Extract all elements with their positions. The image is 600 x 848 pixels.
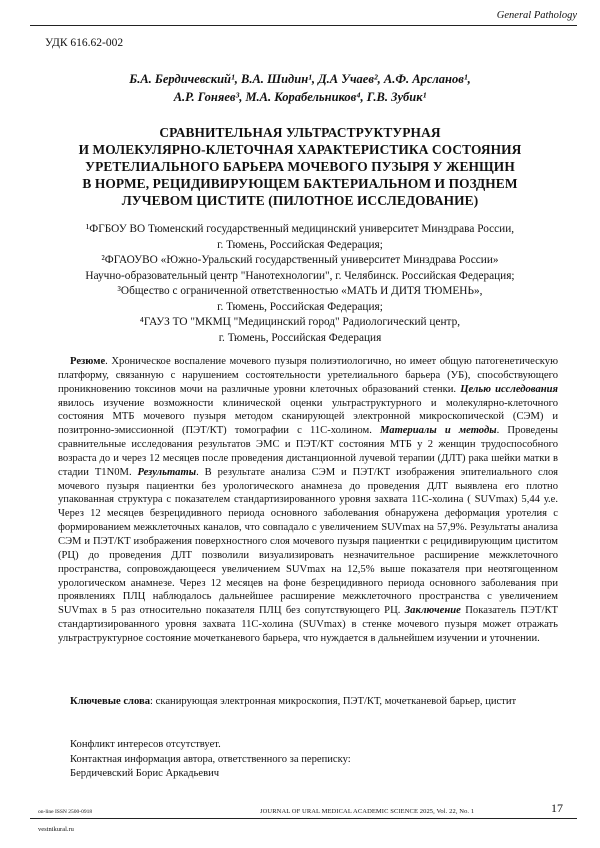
keywords: [58, 695, 558, 709]
udc-code: УДК 616.62-002: [45, 37, 123, 49]
affiliation-line: г. Тюмень, Российская Федерация: [40, 331, 560, 347]
title-line: СРАВНИТЕЛЬНАЯ УЛЬТРАСТРУКТУРНАЯ: [45, 124, 555, 141]
issn: on-line ISSN 2500-0918: [38, 809, 92, 815]
conflict-block: [58, 738, 351, 782]
title-line: УРЕТЕЛИАЛЬНОГО БАРЬЕРА МОЧЕВОГО ПУЗЫРЯ У ЖЕНЩИН: [45, 158, 555, 175]
affiliation-line: ¹ФГБОУ ВО Тюменский государственный медицинский университет Минздрава России,: [40, 222, 560, 238]
journal-name: JOURNAL OF URAL MEDICAL ACADEMIC SCIENCE 2025, Vol. 22, No. 1: [260, 808, 474, 815]
methods-label: Материалы и методы: [380, 425, 497, 436]
page-number: 17: [551, 801, 563, 816]
authors-line-2: А.Р. Гоняев³, М.А. Корабельников⁴, Г.В. Зубик¹: [45, 88, 555, 106]
article-title: [45, 124, 555, 209]
aim-label: Целью исследования: [460, 384, 558, 395]
section-tag: General Pathology: [497, 10, 577, 21]
affiliation-line: ⁴ГАУЗ ТО "МКМЦ "Медицинский город" Радиологический центр,: [40, 315, 560, 331]
affiliation-line: г. Тюмень, Российская Федерация;: [40, 300, 560, 316]
abstract: [58, 355, 558, 646]
conclusion-text: Показатель ПЭТ/КТ стандартизированного уровня захвата 11С-холина (SUVmax) в стенке мочевого пузыря может отражать ультраструктурное состояние мочетканевого барьера, что нуждается в дальнейшем изучении и уточнении.: [58, 605, 558, 644]
keywords-label: Ключевые слова: [70, 696, 150, 707]
conclusion-label: Заключение: [405, 605, 461, 616]
keywords-text: : сканирующая электронная микроскопия, ПЭТ/КТ, мочетканевой барьер, цистит: [150, 696, 516, 707]
header-rule: [30, 25, 577, 26]
author-list: [45, 70, 555, 106]
affiliation-line: ³Общество с ограниченной ответственностью «МАТЬ И ДИТЯ ТЮМЕНЬ»,: [40, 284, 560, 300]
title-line: И МОЛЕКУЛЯРНО-КЛЕТОЧНАЯ ХАРАКТЕРИСТИКА СОСТОЯНИЯ: [45, 141, 555, 158]
results-text: . В результате анализа СЭМ и ПЭТ/КТ изображения эпителиального слоя мочевого пузыря пациентки без урологического анамнеза до проведения ДЛТ выявлена его плотно упакованная структура с показателем стандартизированного уровня захвата 11С-холина ( SUVmax) 5,44 у.е. Через 12 месяцев безрецидивного периода основного заболевания обнаружена деформация уротелия с формированием межклеточных каналов, что совпадало с увеличением SUVmax на 57,9%. Результаты анализа СЭМ и ПЭТ/КТ изображения поверхностного слоя мочевого пузыря пациентки с рецидивирующим циститом (РЦ) до проведения ДЛТ позволили визуализировать незначительное расширение межклеточного пространства, сопровождающееся увеличением SUVmax на 12,5% выше показателя при неотягощенном урологическом анамнезе. Через 12 месяцев на фоне безрецидивного периода основного заболевания при проявлениях ПЛЦ наблюдалось дальнейшее расширение межклеточного пространства с увеличением SUVmax в 5 раз относительно показателя ПЛЦ без сопутствующего РЦ.: [58, 467, 558, 616]
site-link[interactable]: vestnikural.ru: [38, 826, 74, 833]
affiliation-line: г. Тюмень, Российская Федерация;: [40, 238, 560, 254]
contact-author: Бердичевский Борис Аркадьевич: [70, 767, 351, 782]
affiliation-line: ²ФГАОУВО «Южно-Уральский государственный университет Минздрава России»: [40, 253, 560, 269]
aim-text: явилось изучение возможности клинической оценки ультраструктурного и молекулярно-клеточного состояния МТБ мочевого пузыря методом сканирующей электронной микроскопической (СЭМ) и позитронно-эмиссионной (ПЭТ/КТ) томографии с 11С-холином.: [58, 398, 558, 437]
title-line: ЛУЧЕВОМ ЦИСТИТЕ (ПИЛОТНОЕ ИССЛЕДОВАНИЕ): [45, 192, 555, 209]
conflict-statement: Конфликт интересов отсутствует.: [70, 738, 351, 753]
affiliations: [40, 222, 560, 346]
affiliation-line: Научно-образовательный центр "Нанотехнологии", г. Челябинск. Российская Федерация;: [40, 269, 560, 285]
title-line: В НОРМЕ, РЕЦИДИВИРУЮЩЕМ БАКТЕРИАЛЬНОМ И ПОЗДНЕМ: [45, 175, 555, 192]
authors-line-1: Б.А. Бердичевский¹, В.А. Шидин¹, Д.А Учаев², А.Ф. Арсланов¹,: [45, 70, 555, 88]
results-label: Результаты: [138, 467, 197, 478]
methods-text: . Проведены сравнительные исследования результатов ЭМС и ПЭТ/КТ состояния МТБ у 2 женщин трудоспособного возраста до и через 12 месяцев после проведения дистанционной лучевой терапии (ДЛТ) рака шейки матки в стадии T1N0M.: [58, 425, 558, 478]
footer-rule: [30, 818, 577, 819]
abstract-intro: . Хроническое воспаление мочевого пузыря полиэтиологично, но имеет общую патогенетическую платформу, связанную с нарушением состоятельности уретелиального барьера (УБ), способствующего проникновению токсинов мочи на различные уровни клеточных образований стенки.: [58, 356, 558, 395]
abstract-label: Резюме: [70, 356, 105, 367]
contact-label: Контактная информация автора, ответственного за переписку:: [70, 753, 351, 768]
